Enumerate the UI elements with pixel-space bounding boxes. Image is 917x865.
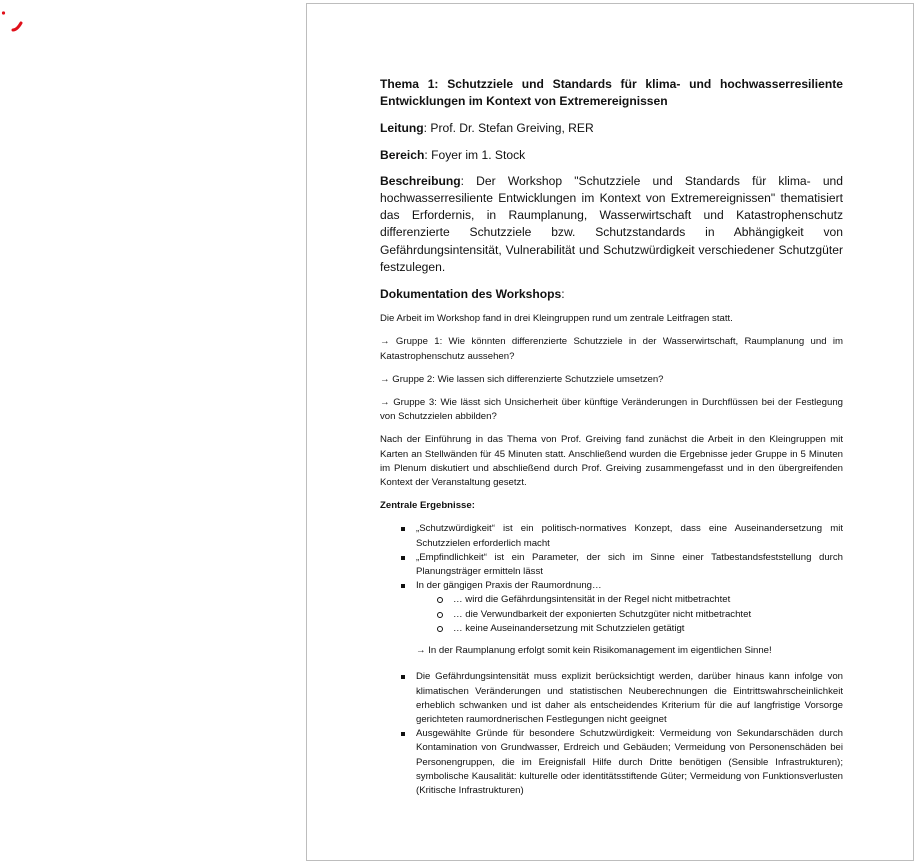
result-item: „Empfindlichkeit“ ist ein Parameter, der sich im Sinne einer Tatbestandsfeststellung durch Planungsträger ermitteln lässt — [416, 551, 843, 579]
document-page — [306, 3, 914, 861]
results-list-2 — [380, 670, 843, 798]
group-2-question: → Gruppe 2: Wie lassen sich differenzierte Schutzziele umsetzen? — [380, 373, 664, 385]
conclusion-arrow: → In der Raumplanung erfolgt somit kein Risikomanagement im eigentlichen Sinne! — [416, 645, 772, 657]
results-list — [380, 522, 843, 636]
sub-result-item: … wird die Gefährdungsintensität in der Regel nicht mitbetrachtet — [453, 593, 843, 607]
sub-result-item: … keine Auseinandersetzung mit Schutzzielen getätigt — [453, 622, 843, 636]
result-item-praxis — [416, 579, 843, 636]
sub-result-item: … die Verwundbarkeit der exponierten Schutzgüter nicht mitbetrachtet — [453, 608, 843, 622]
document-title: Thema 1: Schutzziele und Standards für klima- und hochwasserresiliente Entwicklungen im Kontext von Extremereignissen — [380, 77, 843, 109]
bereich-value: : Foyer im 1. Stock — [424, 147, 526, 162]
result-item-label: In der gängigen Praxis der Raumordnung… — [416, 580, 602, 592]
group-1-question: → Gruppe 1: Wie könnten differenzierte Schutzziele in der Wasserwirtschaft, Raumplanung und im Katastrophenschutz aussehen? — [380, 336, 843, 362]
doku-heading: Dokumentation des Workshops — [380, 287, 562, 302]
intro-paragraph: Die Arbeit im Workshop fand in drei Kleingruppen rund um zentrale Leitfragen statt. — [380, 313, 733, 325]
red-dot — [2, 11, 5, 14]
red-stroke — [13, 23, 21, 30]
bereich-line — [380, 147, 843, 164]
doku-colon: : — [561, 287, 565, 302]
result-item: „Schutzwürdigkeit“ ist ein politisch-normatives Konzept, dass eine Auseinandersetzung mit Schutzzielen erforderlich macht — [416, 522, 843, 550]
sub-results-list — [416, 593, 843, 636]
leitung-label: Leitung — [380, 121, 424, 136]
bereich-label: Bereich — [380, 147, 425, 162]
leitung-line — [380, 120, 843, 137]
red-pen-mark — [0, 0, 40, 40]
beschreibung-label: Beschreibung — [380, 173, 461, 188]
procedure-paragraph: Nach der Einführung in das Thema von Prof. Greiving fand zunächst die Arbeit in den Kleingruppen mit Karten an Stellwänden für 45 Minuten statt. Anschließend wurden die Ergebnisse jeder Gruppe in 5 Minuten im Plenum diskutiert und abschließend durch Prof. Greiving zusammengefasst und in den übergreifenden Kontext der Veranstaltung gesetzt. — [380, 434, 843, 489]
doku-heading-line — [380, 286, 843, 303]
beschreibung-value: : Der Workshop "Schutzziele und Standards für klima- und hochwasserresiliente Entwicklungen im Kontext von Extremereignissen" thematisiert das Erfordernis, in Raumplanung, Wasserwirtschaft und Katastrophenschutz differenzierte Schutzziele bzw. Schutzstandards in Abhängigkeit von Gefährdungsintensität, Vulnerabilität und Schutzwürdigkeit verschiedener Schutzgüter festzulegen. — [380, 173, 843, 274]
leitung-value: : Prof. Dr. Stefan Greiving, RER — [423, 121, 594, 136]
result-item: Ausgewählte Gründe für besondere Schutzwürdigkeit: Vermeidung von Sekundarschäden durch Kontamination von Grundwasser, Erdreich und Gebäuden; Vermeidung von Personenschäden bei Personengruppen, die im Ereignisfall Hilfe durch Dritte benötigen (Sensible Infrastrukturen); symbolische Kausalität: kulturelle oder identitätsstiftende Güter; Vermeidung von Funktionsverlusten (Kritische Infrastrukturen) — [416, 727, 843, 798]
page-content — [380, 76, 843, 798]
result-item: Die Gefährdungsintensität muss explizit berücksichtigt werden, darüber hinaus kann infolge von klimatischen Veränderungen und statistischen Neuberechnungen die Eintrittswahrscheinlichkeit erheblich schwanken und ist daher als entscheidendes Kriterium für die auf langfristige Vorsorge gerichteten raumordnerischen Festlegungen nicht geeignet — [416, 670, 843, 727]
results-heading: Zentrale Ergebnisse: — [380, 500, 475, 512]
beschreibung-paragraph — [380, 173, 843, 276]
group-3-question: → Gruppe 3: Wie lässt sich Unsicherheit über künftige Veränderungen in Durchflüssen bei der Festlegung von Schutzzielen abbilden? — [380, 397, 843, 423]
